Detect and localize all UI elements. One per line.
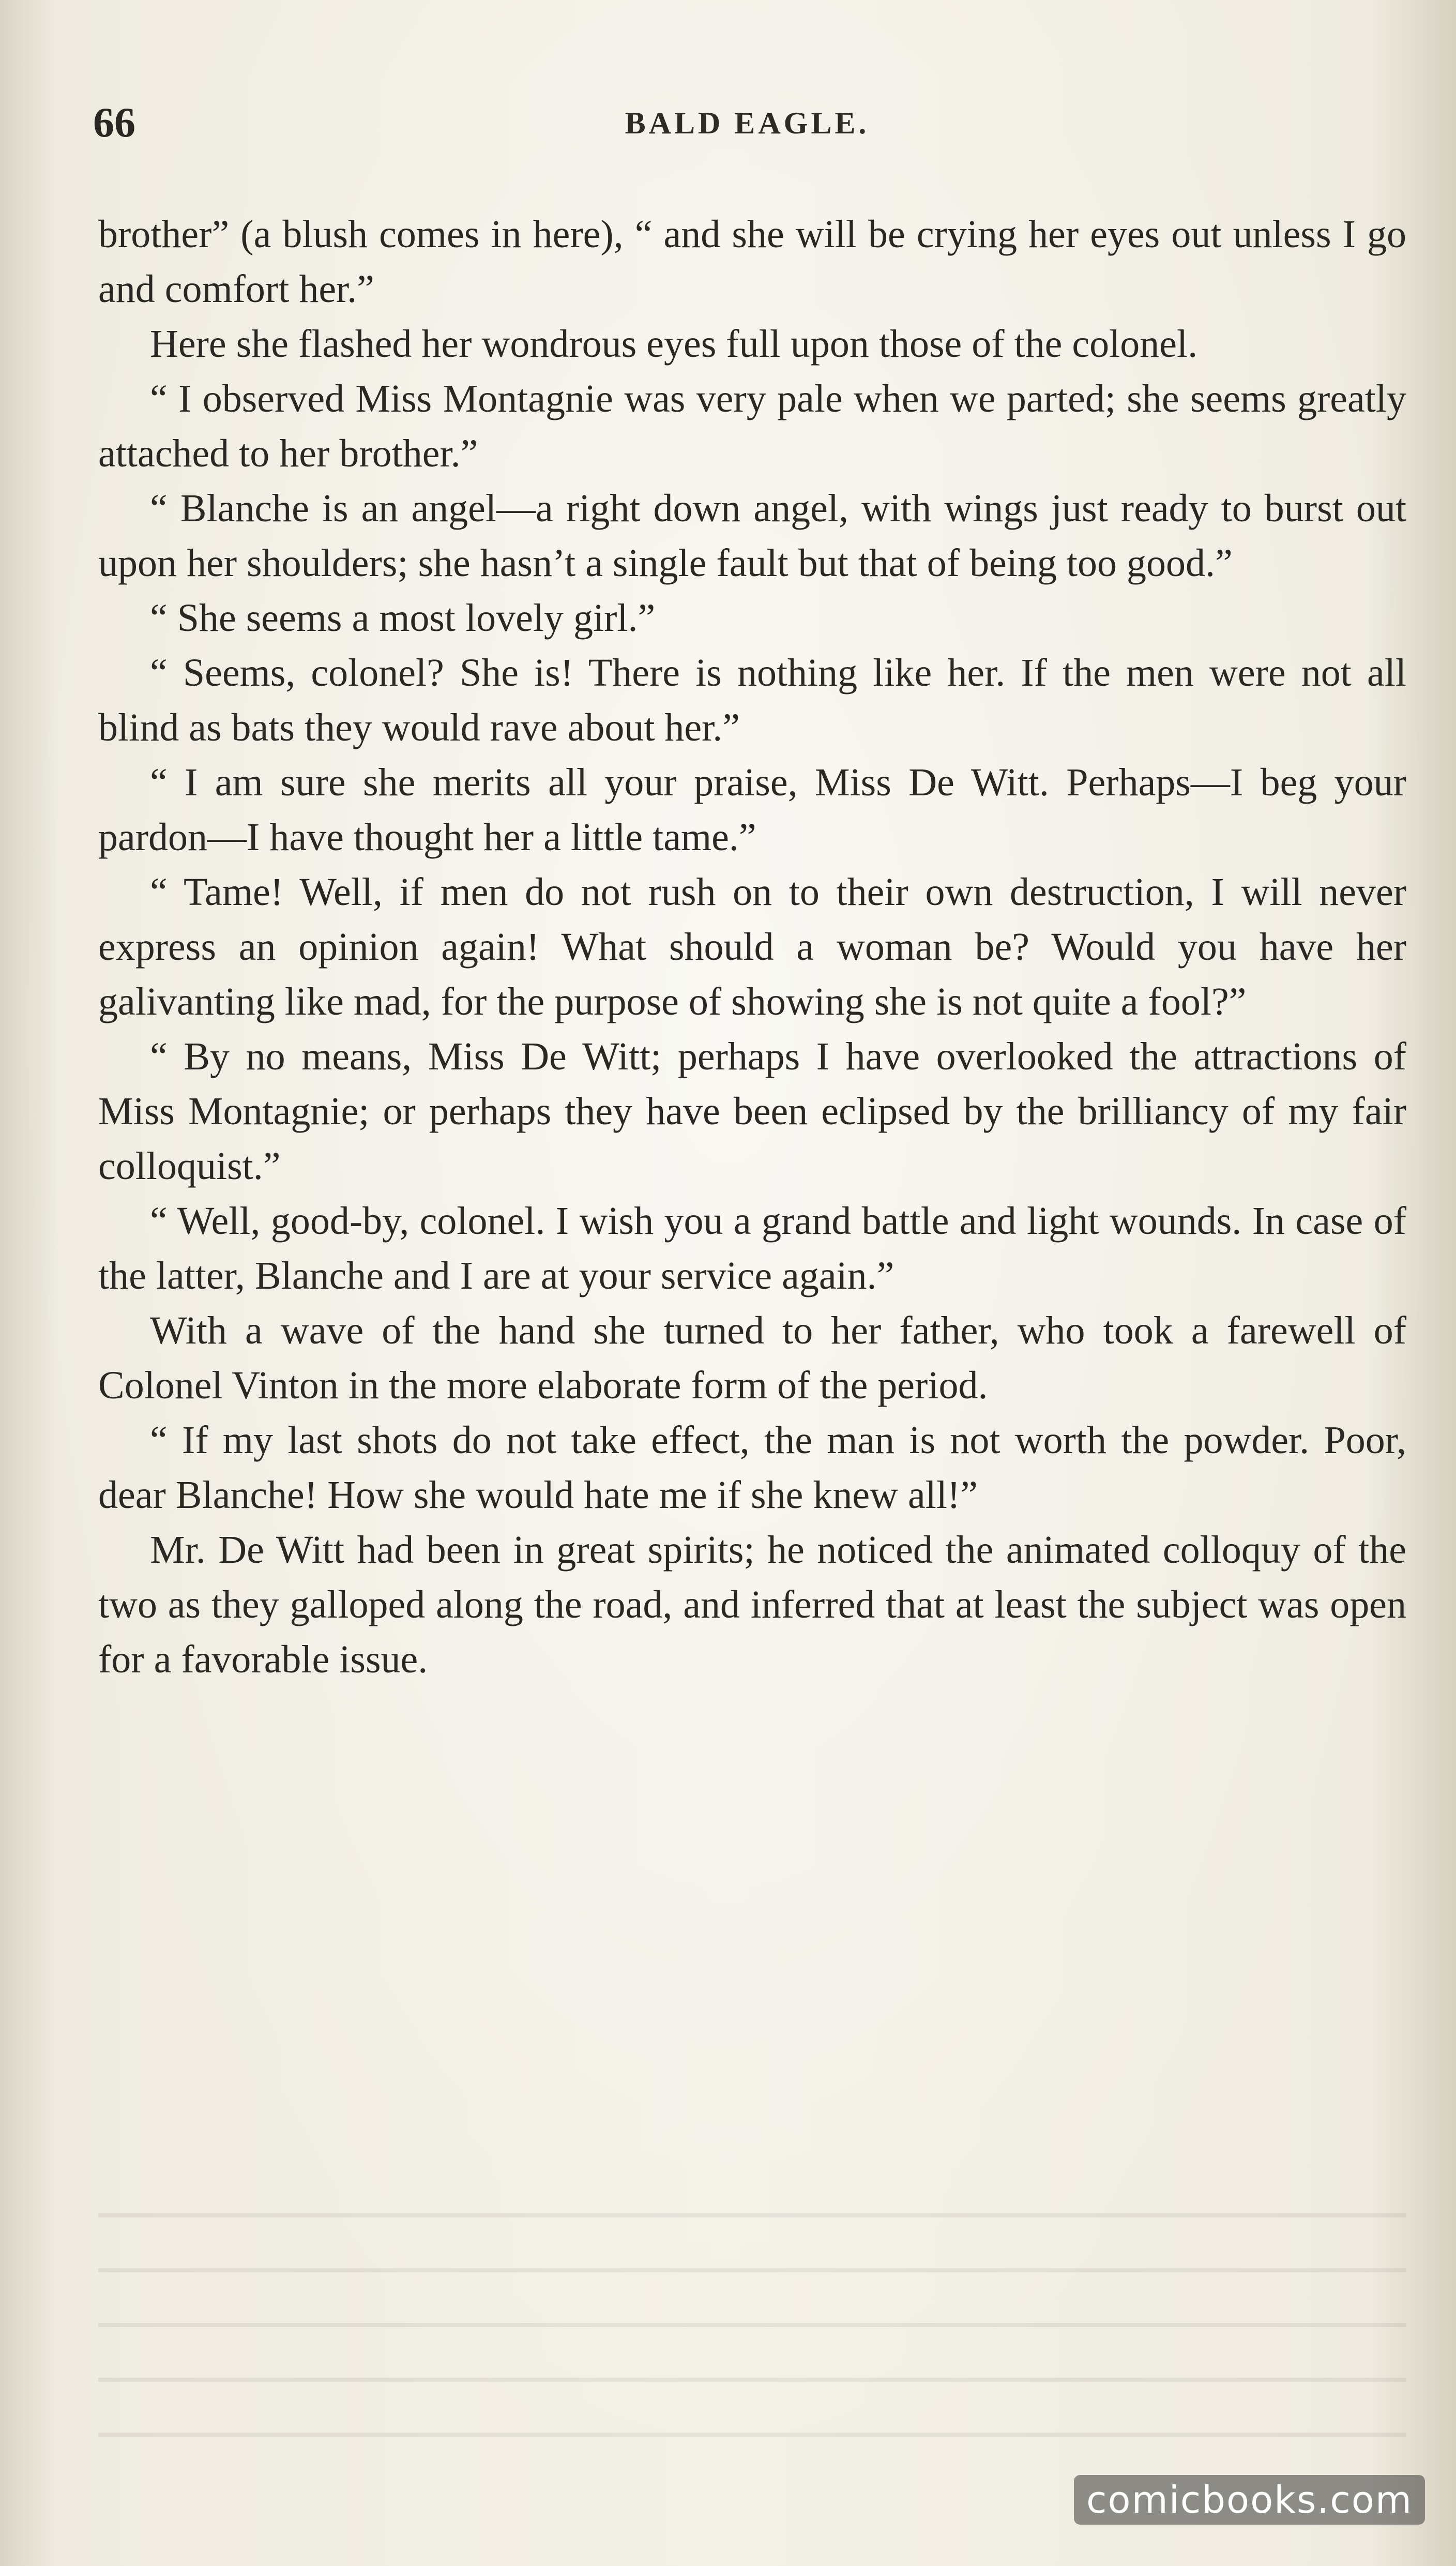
running-head: BALD EAGLE. [625, 106, 870, 140]
paragraph: “ I observed Miss Montagnie was very pale when we parted; she seems greatly attached to her brother.” [98, 377, 1406, 475]
page-number: 66 [93, 99, 135, 146]
show-through-text [98, 2213, 1406, 2482]
paragraph: With a wave of the hand she turned to her father, who took a farewell of Colonel Vinton in the more elaborate form of the period. [98, 1309, 1406, 1407]
paragraph: Mr. De Witt had been in great spirits; he noticed the animated colloquy of the two as they galloped along the road, and inferred that at least the subject was open for a favorable issue. [98, 1528, 1406, 1681]
paragraph: Here she flashed her wondrous eyes full upon those of the colonel. [150, 322, 1198, 366]
paragraph: “ Tame! Well, if men do not rush on to their own destruction, I will never express an opinion again! What should a woman be? Would you have her galivanting like mad, for the purpose of showing she is not quite a fool?” [98, 870, 1406, 1023]
body-text [98, 207, 1406, 1687]
paragraph: “ Blanche is an angel—a right down angel, with wings just ready to burst out upon her shoulders; she hasn’t a single fault but that of being too good.” [98, 487, 1406, 585]
page-header [93, 98, 1401, 160]
paragraph: brother” (a blush comes in here), “ and she will be crying her eyes out unless I go and comfort her.” [98, 213, 1406, 311]
paragraph: “ I am sure she merits all your praise, Miss De Witt. Perhaps—I beg your pardon—I have thought her a little tame.” [98, 761, 1406, 859]
paragraph: “ Well, good-by, colonel. I wish you a grand battle and light wounds. In case of the latter, Blanche and I are at your service again.” [98, 1199, 1406, 1297]
watermark: comicbooks.com [1074, 2475, 1425, 2525]
paragraph: “ She seems a most lovely girl.” [150, 596, 656, 640]
paragraph: “ If my last shots do not take effect, the man is not worth the powder. Poor, dear Blanche! How she would hate me if she knew all!” [98, 1418, 1406, 1517]
paragraph: “ Seems, colonel? She is! There is nothing like her. If the men were not all blind as bats they would rave about her.” [98, 651, 1406, 749]
paragraph: “ By no means, Miss De Witt; perhaps I have overlooked the attractions of Miss Montagnie; or perhaps they have been eclipsed by the brilliancy of my fair colloquist.” [98, 1035, 1406, 1188]
